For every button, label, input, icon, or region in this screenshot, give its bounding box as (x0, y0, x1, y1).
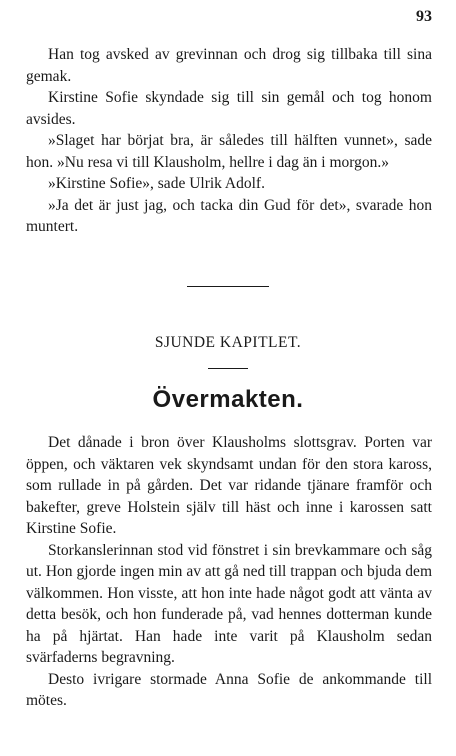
chapter-divider (208, 368, 248, 369)
paragraph: Det dånade i bron över Klausholms slottsgrav. Porten var öppen, och väktaren vek skyndsamt undan för den stora kaross, som rullade in på gården. Det var ridande tjänare framför och bakefter, greve Holstein själv till häst och inne i karossen satt Kirstine Sofie. (26, 434, 432, 537)
text-block-top (26, 44, 432, 238)
text-block-bottom (26, 432, 432, 712)
paragraph: Desto ivrigare stormade Anna Sofie de ankommande till mötes. (26, 670, 432, 709)
paragraph: »Kirstine Sofie», sade Ulrik Adolf. (48, 175, 265, 192)
paragraph: Storkanslerinnan stod vid fönstret i sin brevkammare och såg ut. Hon gjorde ingen min av att gå ned till trappan och bjuda dem välkommen. Hon visste, att hon inte hade något godt att vänta av detta besök, och hon funderade på, vad hennes dotterman kunde ha på hjärtat. Han hade inte varit på Klausholm sedan svärfaderns begravning. (26, 541, 432, 666)
page-number: 93 (416, 8, 432, 25)
paragraph: Han tog avsked av grevinnan och drog sig tillbaka till sina gemak. (26, 46, 432, 85)
chapter-title: Övermakten. (152, 386, 304, 413)
paragraph: Kirstine Sofie skyndade sig till sin gemål och tog honom avsides. (26, 89, 432, 128)
section-divider (187, 286, 269, 287)
paragraph: »Slaget har börjat bra, är således till hälften vunnet», sade hon. »Nu resa vi till Klausholm, hellre i dag än i morgon.» (26, 132, 432, 171)
paragraph: »Ja det är just jag, och tacka din Gud för det», svarade hon muntert. (26, 196, 432, 235)
chapter-heading: SJUNDE KAPITLET. (154, 334, 302, 351)
